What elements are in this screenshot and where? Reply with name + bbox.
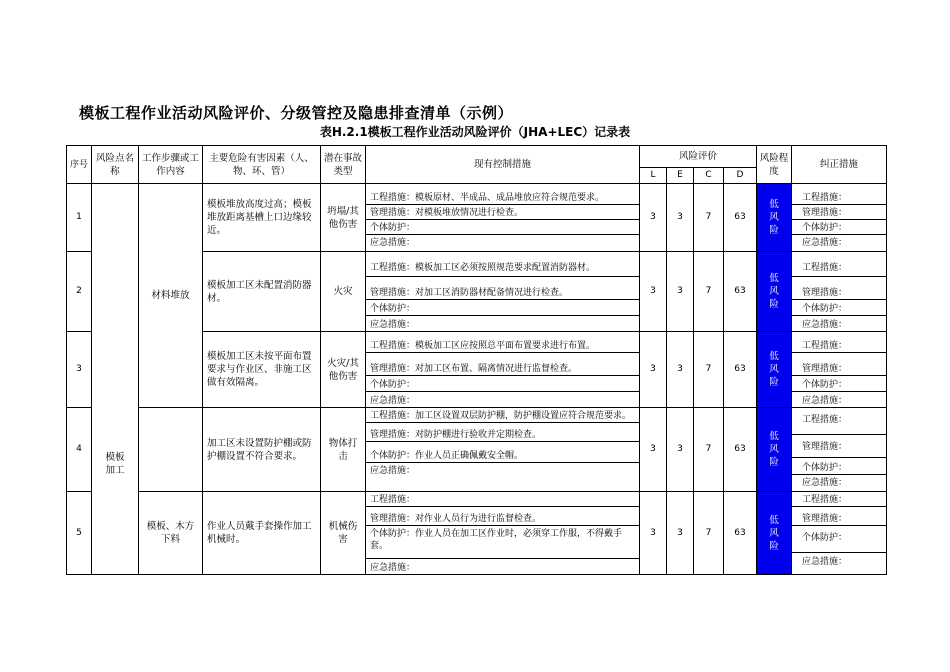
header-hazard: 主要危险有害因素（人、物、环、管） <box>203 146 321 184</box>
correction-emergency: 应急措施： <box>802 238 848 248</box>
hazard-cell: 模板加工区未按平面布置要求与作业区、非施工区做有效隔离。 <box>203 332 321 408</box>
hazard-cell: 作业人员戴手套操作加工机械时。 <box>203 492 321 575</box>
table-caption: 表H.2.1模板工程作业活动风险评价（JHA+LEC）记录表 <box>319 125 631 139</box>
score-D: 63 <box>724 332 757 408</box>
correction-emergency: 应急措施： <box>802 478 848 488</box>
score-C: 7 <box>694 184 724 252</box>
row-seq: 4 <box>67 408 92 492</box>
control-management: 管理措施：对防护棚进行验收并定期检查。 <box>366 423 639 442</box>
score-D: 63 <box>724 492 757 575</box>
correction-ppe: 个体防护： <box>792 526 886 553</box>
row-seq: 3 <box>67 332 92 408</box>
correction-management: 管理措施： <box>792 435 886 458</box>
correction-cell <box>792 492 887 575</box>
accident-cell: 火灾/其他伤害 <box>321 332 366 408</box>
risk-level-badge: 低风险 <box>757 492 792 575</box>
header-correction: 纠正措施 <box>792 146 887 184</box>
correction-cell <box>792 408 887 492</box>
control-management: 管理措施：对加工区布置、隔离情况进行监督检查。 <box>366 353 639 376</box>
score-C: 7 <box>694 408 724 492</box>
control-emergency: 应急措施： <box>370 238 416 248</box>
control-management: 管理措施：对作业人员行为进行监督检查。 <box>366 507 639 526</box>
score-E: 3 <box>667 184 694 252</box>
risk-level-badge: 低风险 <box>757 252 792 332</box>
control-engineering: 工程措施：模板加工区应按照总平面布置要求进行布置。 <box>366 332 639 353</box>
controls-cell <box>366 492 640 575</box>
hazard-cell: 模板加工区未配置消防器材。 <box>203 252 321 332</box>
correction-ppe: 个体防护： <box>792 220 886 235</box>
table-row <box>67 492 887 575</box>
correction-emergency: 应急措施： <box>802 320 848 330</box>
table-row <box>67 408 887 492</box>
hazard-cell: 加工区未设置防护棚或防护棚设置不符合要求。 <box>203 408 321 492</box>
score-L: 3 <box>640 252 667 332</box>
control-management: 管理措施：对模板堆放情况进行检查。 <box>366 205 639 220</box>
score-C: 7 <box>694 332 724 408</box>
score-E: 3 <box>667 492 694 575</box>
risk-level-badge: 低风险 <box>757 332 792 408</box>
correction-ppe: 个体防护： <box>792 300 886 316</box>
header-row-top <box>67 146 887 168</box>
accident-cell: 火灾 <box>321 252 366 332</box>
correction-cell <box>792 184 887 252</box>
score-C: 7 <box>694 252 724 332</box>
header-step: 工作步骤或工作内容 <box>139 146 203 184</box>
correction-engineering: 工程措施： <box>792 332 886 353</box>
correction-management: 管理措施： <box>792 205 886 220</box>
row-seq: 1 <box>67 184 92 252</box>
header-C: C <box>694 168 724 184</box>
control-ppe: 个体防护：作业人员在加工区作业时，必须穿工作服，不得戴手套。 <box>366 526 639 559</box>
score-L: 3 <box>640 408 667 492</box>
header-controls: 现有控制措施 <box>366 146 640 184</box>
control-engineering: 工程措施： <box>366 492 639 507</box>
control-emergency: 应急措施： <box>370 563 416 573</box>
correction-engineering: 工程措施： <box>792 184 886 205</box>
control-emergency: 应急措施： <box>370 466 416 476</box>
risk-point-name: 模板加工 <box>105 452 125 476</box>
correction-emergency: 应急措施： <box>802 557 848 567</box>
correction-engineering: 工程措施： <box>792 492 886 507</box>
control-engineering: 工程措施：模板原材、半成品、成品堆放应符合规范要求。 <box>366 184 639 205</box>
correction-management: 管理措施： <box>792 507 886 526</box>
header-accident: 潜在事故类型 <box>321 146 366 184</box>
step-cell-empty <box>139 408 203 492</box>
score-E: 3 <box>667 408 694 492</box>
score-D: 63 <box>724 252 757 332</box>
risk-evaluation-table <box>66 145 887 575</box>
controls-cell <box>366 184 640 252</box>
row-seq: 2 <box>67 252 92 332</box>
score-E: 3 <box>667 332 694 408</box>
row-seq: 5 <box>67 492 92 575</box>
risk-level-badge: 低风险 <box>757 408 792 492</box>
header-D: D <box>724 168 757 184</box>
header-seq: 序号 <box>67 146 92 184</box>
score-D: 63 <box>724 184 757 252</box>
controls-cell <box>366 408 640 492</box>
controls-cell <box>366 332 640 408</box>
control-ppe: 个体防护： <box>366 376 639 392</box>
score-E: 3 <box>667 252 694 332</box>
control-management: 管理措施：对加工区消防器材配备情况进行检查。 <box>366 277 639 300</box>
correction-cell <box>792 332 887 408</box>
correction-engineering: 工程措施： <box>792 408 886 435</box>
accident-cell: 机械伤害 <box>321 492 366 575</box>
correction-engineering: 工程措施： <box>792 252 886 277</box>
table-row <box>67 184 887 252</box>
risk-point-cell <box>92 184 139 575</box>
risk-level-badge: 低风险 <box>757 184 792 252</box>
score-D: 63 <box>724 408 757 492</box>
header-evaluation: 风险评价 <box>640 146 757 168</box>
correction-emergency: 应急措施： <box>802 396 848 406</box>
header-risk-point: 风险点名称 <box>92 146 139 184</box>
control-emergency: 应急措施： <box>370 396 416 406</box>
correction-ppe: 个体防护： <box>792 458 886 475</box>
step-cell-cutting <box>139 492 203 575</box>
control-ppe: 个体防护： <box>366 220 639 235</box>
control-engineering: 工程措施：加工区设置双层防护棚，防护棚设置应符合规范要求。 <box>366 408 639 423</box>
control-ppe: 个体防护： <box>366 300 639 316</box>
correction-management: 管理措施： <box>792 353 886 376</box>
accident-cell: 物体打击 <box>321 408 366 492</box>
control-ppe: 个体防护：作业人员正确佩戴安全帽。 <box>366 442 639 463</box>
hazard-cell: 模板堆放高度过高；模板堆放距离基槽上口边缘较近。 <box>203 184 321 252</box>
step-cutting-label: 模板、木方下料 <box>146 521 195 545</box>
score-L: 3 <box>640 492 667 575</box>
accident-cell: 坍塌/其他伤害 <box>321 184 366 252</box>
header-L: L <box>640 168 667 184</box>
control-emergency: 应急措施： <box>370 320 416 330</box>
score-L: 3 <box>640 332 667 408</box>
header-level: 风险程度 <box>757 146 792 184</box>
correction-ppe: 个体防护： <box>792 376 886 392</box>
document-title: 模板工程作业活动风险评价、分级管控及隐患排查清单（示例） <box>79 104 514 122</box>
correction-management: 管理措施： <box>792 277 886 300</box>
step-cell-material: 材料堆放 <box>139 184 203 408</box>
score-C: 7 <box>694 492 724 575</box>
correction-cell <box>792 252 887 332</box>
header-E: E <box>667 168 694 184</box>
controls-cell <box>366 252 640 332</box>
control-engineering: 工程措施：模板加工区必须按照规范要求配置消防器材。 <box>366 252 639 277</box>
score-L: 3 <box>640 184 667 252</box>
